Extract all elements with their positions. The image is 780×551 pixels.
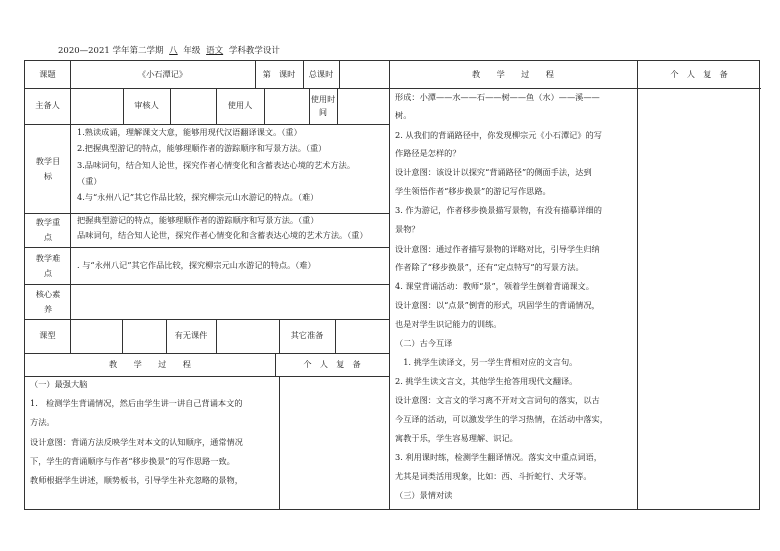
process-line: 作者除了“移步换景”，还有“定点特写”的写景方法。 <box>395 262 584 272</box>
process-line: 今互译的活动，可以激发学生的学习热情，在活动中落实， <box>395 414 608 424</box>
process-line: 设计意图：通过作者描写景物的详略对比，引导学生归纳 <box>395 244 600 254</box>
grade-value: 八 <box>169 46 178 56</box>
preparer-label: 主备人 <box>35 100 60 111</box>
key-point-item: 把握典型游记的特点，能够理顺作者的游踪顺序和写景方法。（重） <box>77 215 319 225</box>
key-point-item: 品味词句，结合知人论世，探究作者心情变化和含蓄表达心境的艺术方法。（重） <box>77 230 368 240</box>
process-line: 学生领悟作者“移步换景”的游记写作思路。 <box>395 186 551 196</box>
process-line: 教师根据学生讲述，顺势板书，引导学生补充忽略的景物， <box>30 475 243 485</box>
core-literacy-label: 核心素养 <box>35 288 61 314</box>
process-line: 寓教于乐，学生容易理解、识记。 <box>395 433 518 443</box>
process-line: 作路径是怎样的？ <box>395 148 461 158</box>
process-line: 树。 <box>395 110 412 120</box>
process-line: 设计意图：背诵方法反映学生对本文的认知顺序，通常情况 <box>30 437 243 447</box>
topic-value: 《小石潭记》 <box>137 68 188 79</box>
process-header-right: 教 学 过 程 <box>472 68 554 79</box>
process-header: 教 学 过 程 <box>109 358 191 369</box>
goals-label: 教学目标 <box>35 155 61 181</box>
process-line: （三）景情对读 <box>395 490 453 500</box>
process-line: 1. 挑学生读译文，另一学生背相对应的文言句。 <box>395 357 578 367</box>
process-line: 也是对学生识记能力的训练。 <box>395 319 502 329</box>
courseware-label: 有无课件 <box>174 330 208 341</box>
key-points-list <box>77 215 389 247</box>
process-line: 设计意图：以“点景”倒背的形式，巩固学生的背诵情况， <box>395 300 600 310</box>
lesson-type-label: 课型 <box>39 330 56 341</box>
process-line: 设计意图：文言文的学习离不开对文言词句的落实，以古 <box>395 395 600 405</box>
process-content-right <box>395 92 637 510</box>
process-line: 2. 从我们的背诵路径中，你发现柳宗元《小石潭记》的写 <box>395 130 602 140</box>
goal-item: 4.与“永州八记”其它作品比较，探究柳宗元山水游记的特点。（难） <box>77 192 319 202</box>
goals-list <box>77 127 387 213</box>
process-line: （二）古今互译 <box>395 338 453 348</box>
goal-item: （重） <box>77 176 102 186</box>
process-line: 形成：小潭——水——石——树——鱼（水）——溪—— <box>395 92 600 102</box>
subject-value: 语文 <box>206 46 224 56</box>
process-line: 1. 检测学生背诵情况，然后由学生讲一讲自己背诵本文的 <box>30 398 243 408</box>
other-prep-label: 其它准备 <box>290 330 324 341</box>
goal-item: 2.把握典型游记的特点，能够理顺作者的游踪顺序和写景方法。（重） <box>77 143 327 153</box>
topic-label: 课题 <box>39 68 56 79</box>
process-content-left <box>30 379 278 509</box>
process-line: 4. 课堂背诵活动：教师“景”，领着学生倒着背诵课文。 <box>395 281 594 291</box>
period-label: 第 课时 <box>262 68 296 79</box>
review-header: 个 人 复 备 <box>303 358 361 369</box>
title-suffix: 学科教学设计 <box>228 46 280 56</box>
process-line: 设计意图：该设计以探究“背诵路径”的侧面手法，达到 <box>395 167 592 177</box>
process-line: 尤其是词类活用现象，比如：西、斗折蛇行、犬牙等。 <box>395 471 592 481</box>
goal-item: 3.品味词句，结合知人论世，探究作者心情变化和含蓄表达心境的艺术方法。 <box>77 160 356 170</box>
document-header <box>58 45 280 57</box>
use-time-label: 使用时间 <box>310 93 336 117</box>
process-line: 3. 利用课时练，检测学生翻译情况。落实文中重点词语， <box>395 452 602 462</box>
process-line: 3. 作为游记，作者移步换景描写景物，有没有描摹详细的 <box>395 205 602 215</box>
process-line: 2. 挑学生读文言文，其他学生抢答用现代文翻译。 <box>395 376 578 386</box>
key-points-label: 教学重点 <box>35 217 61 242</box>
total-period-label: 总课时 <box>308 68 334 79</box>
school-year: 2020—2021 学年第二学期 <box>58 46 164 56</box>
process-line: 景物？ <box>395 224 420 234</box>
difficulty-text: . 与“永州八记”其它作品比较，探究柳宗元山水游记的特点。（难） <box>77 259 316 270</box>
goal-item: 1.熟读成诵，理解课文大意，能够用现代汉语翻译课文。（重） <box>77 127 302 137</box>
lesson-plan-table <box>24 60 760 510</box>
process-line: 下，学生的背诵顺序与作者“移步换景”的写作思路一致。 <box>30 456 235 466</box>
process-line: 方法。 <box>30 417 55 427</box>
grade-suffix: 年级 <box>183 46 201 56</box>
review-header-right: 个 人 复 备 <box>670 68 728 79</box>
process-line: （一）最强大脑 <box>30 379 88 389</box>
reviewer-label: 审核人 <box>134 100 159 111</box>
difficulty-label: 教学难点 <box>35 252 61 278</box>
user-label: 使用人 <box>227 100 253 111</box>
